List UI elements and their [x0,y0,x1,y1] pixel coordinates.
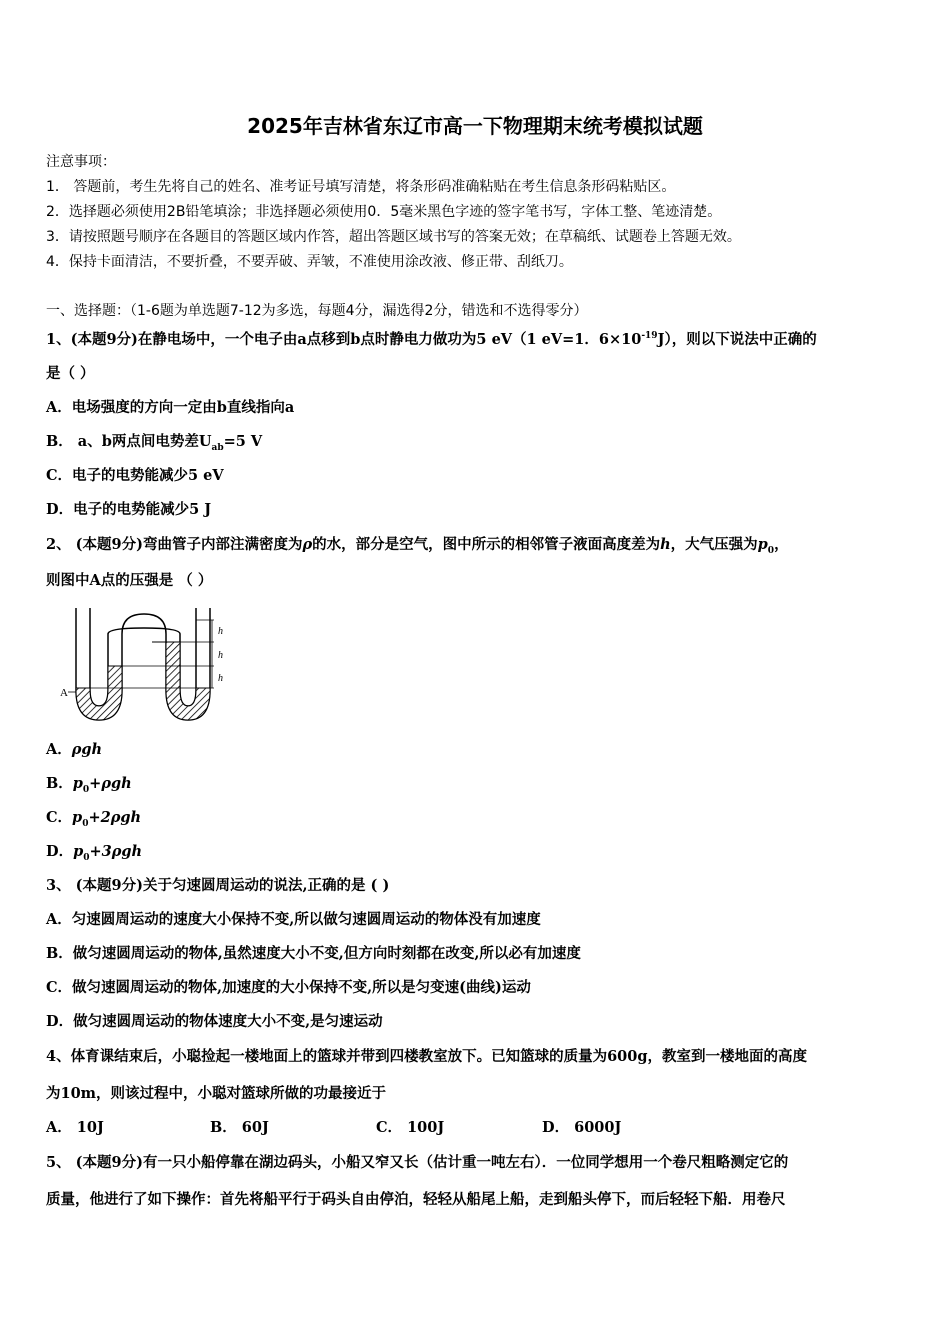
q2-option-b-expr: +ρgh [89,775,132,792]
q2-option-d [46,842,142,868]
tube-outer [76,608,210,720]
q3-option-a: A．匀速圆周运动的速度大小保持不变,所以做匀速圆周运动的物体没有加速度 [46,911,541,928]
q1-stem-a: 1、(本题9分)在静电场中，一个电子由a点移到b点时静电力做功为5 eV（1 eV=1．6×10 [46,330,642,348]
label-h: h [218,650,223,661]
q4-option-c: C． 100J [376,1119,445,1136]
q1-option-b [46,432,262,458]
q5-stem-cont: 质量，他进行了如下操作：首先将船平行于码头自由停泊，轻轻从船尾上船，走到船头停下，而后轻轻下船．用卷尺 [46,1191,786,1208]
q2-option-a-label: A． [46,741,72,758]
q2-option-a [46,740,102,760]
q3-stem: 3、 (本题9分)关于匀速圆周运动的说法,正确的是 ( ) [46,877,390,894]
q2-stem-a3: ，大气压强为 [670,536,758,553]
q2-p-sub: 0 [767,545,775,556]
notice-item: 2．选择题必须使用2B铅笔填涂；非选择题必须使用0．5毫米黑色字迹的签字笔书写，字体工整、笔迹清楚。 [46,204,722,220]
water-right [152,642,210,720]
q1-option-b-pre: B． a、b两点间电势差U [46,433,212,450]
q2-p: p [757,536,768,553]
q4-option-a: A． 10J [46,1119,104,1136]
q4-stem-cont: 为10m，则该过程中，小聪对篮球所做的功最接近于 [46,1085,387,1102]
q2-option-b-p: p [72,775,83,792]
q5-stem: 5、 (本题9分)有一只小船停靠在湖边码头，小船又窄又长（估计重一吨左右）．一位同学想用一个卷尺粗略测定它的 [46,1154,789,1171]
q2-rho: ρ [302,536,313,553]
q2-option-d-label: D． [46,843,74,860]
q2-option-b [46,774,132,800]
q2-stem-a2: 的水，部分是空气，图中所示的相邻管子液面高度差为 [312,536,661,553]
notice-item: 1． 答题前，考生先将自己的姓名、准考证号填写清楚，将条形码准确粘贴在考生信息条形码粘贴区。 [46,179,676,195]
q2-option-b-label: B． [46,775,73,792]
q1-stem-b: J），则以下说法中正确的 [657,330,817,348]
q2-option-d-expr: +3ρgh [89,843,143,860]
q4-stem: 4、体育课结束后，小聪捡起一楼地面上的篮球并带到四楼教室放下。已知篮球的质量为600g，教室到一楼地面的高度 [46,1048,807,1065]
notice-item: 3．请按照题号顺序在各题目的答题区域内作答，超出答题区域书写的答案无效；在草稿纸、试题卷上答题无效。 [46,229,741,245]
q1-option-b-sub: ab [211,442,224,453]
q3-option-c: C．做匀速圆周运动的物体,加速度的大小保持不变,所以是匀变速(曲线)运动 [46,979,531,996]
q1-option-d: D．电子的电势能减少5 J [46,501,212,518]
q2-option-b-sub: 0 [82,784,90,795]
water-left [76,666,122,720]
q2-stem-a1: 2、 (本题9分)弯曲管子内部注满密度为 [46,536,303,553]
u-tube-figure [56,604,236,724]
q2-option-c-sub: 0 [82,818,89,829]
q1-stem [46,326,817,350]
label-a: A [60,687,68,699]
q1-option-b-post: =5 V [223,433,263,450]
q2-option-c [46,808,141,834]
notice-item: 4．保持卡面清洁，不要折叠，不要弄破、弄皱，不准使用涂改液、修正带、刮纸刀。 [46,254,573,270]
q2-option-d-p: p [73,843,84,860]
section-heading: 一、选择题：（1-6题为单选题7-12为多选，每题4分，漏选得2分，错选和不选得零分） [46,303,588,319]
q2-stem [46,535,789,561]
q2-stem-cont: 则图中A点的压强是 （ ） [46,572,213,589]
q2-option-c-expr: +2ρgh [88,809,142,826]
q2-option-a-expr: ρgh [71,741,103,758]
q1-option-c: C．电子的电势能减少5 eV [46,467,224,484]
q2-option-d-sub: 0 [83,852,90,863]
q1-stem-exp: -19 [641,331,658,341]
label-h: h [218,626,223,637]
q2-h: h [660,536,671,553]
q2-stem-a4: ， [774,536,789,553]
q1-stem-cont: 是（ ） [46,365,95,382]
notice-heading: 注意事项： [46,154,116,170]
q3-option-d: D．做匀速圆周运动的物体速度大小不变,是匀速运动 [46,1013,383,1030]
label-h: h [218,673,223,684]
q3-option-b: B．做匀速圆周运动的物体,虽然速度大小不变,但方向时刻都在改变,所以必有加速度 [46,945,581,962]
q4-option-b: B． 60J [210,1119,269,1136]
page-title: 2025年吉林省东辽市高一下物理期末统考模拟试题 [247,114,703,138]
q2-option-c-label: C． [46,809,73,826]
q2-option-c-p: p [72,809,83,826]
q4-option-d: D． 6000J [542,1119,622,1136]
q1-option-a: A．电场强度的方向一定由b直线指向a [46,399,295,416]
